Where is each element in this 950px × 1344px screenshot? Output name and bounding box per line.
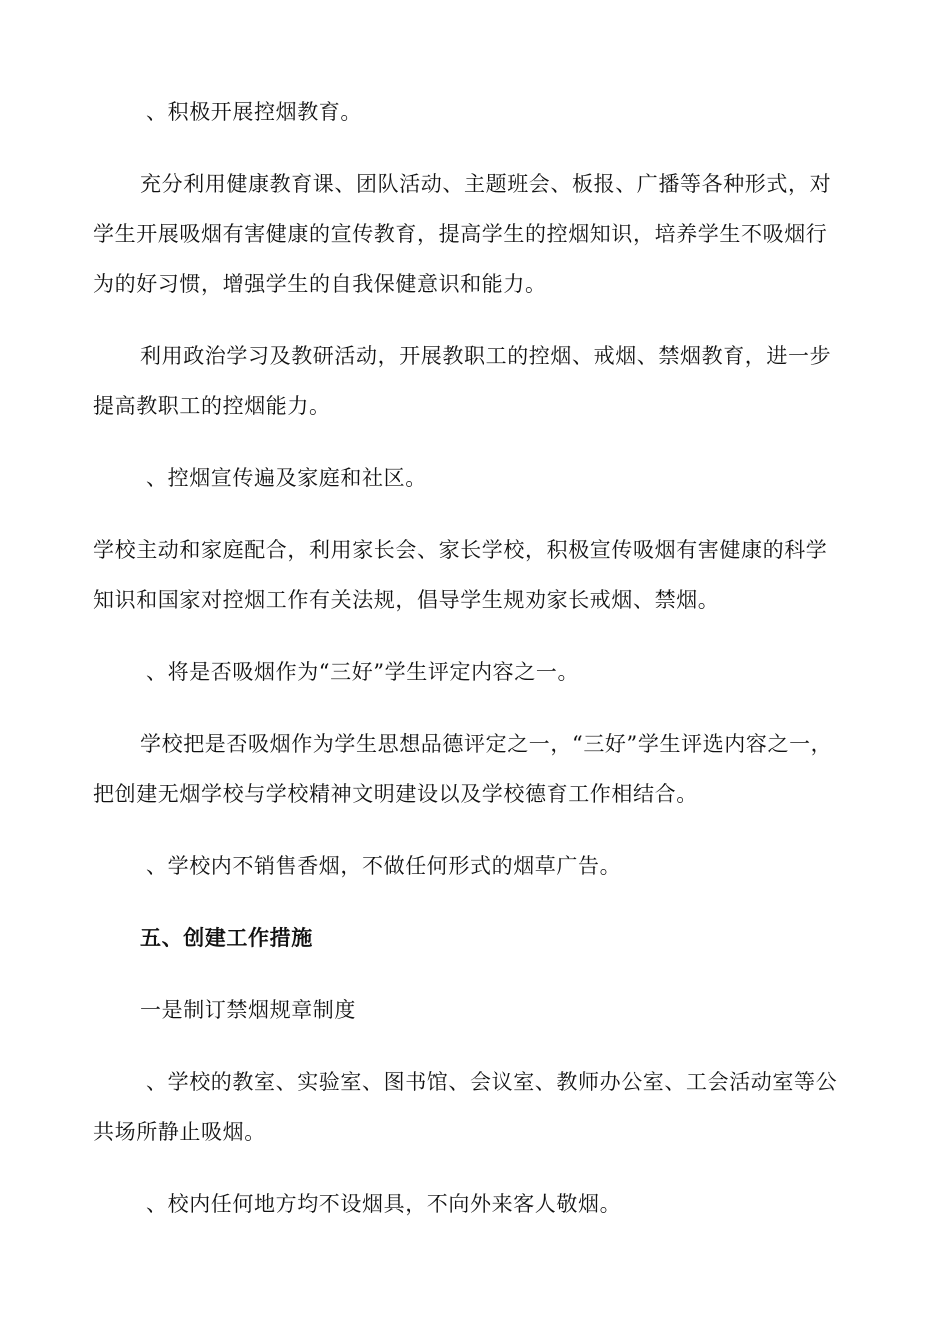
paragraph-health-education-line-1: 充分利用健康教育课、团队活动、主题班会、板报、广播等各种形式，对 <box>140 172 832 196</box>
paragraph-staff-education-line-2: 提高教职工的控烟能力。 <box>93 394 331 418</box>
item-heading-no-sales-no-ads: 、学校内不销售香烟，不做任何形式的烟草广告。 <box>146 854 622 878</box>
paragraph-family-cooperation-line-1: 学校主动和家庭配合，利用家长会、家长学校，积极宣传吸烟有害健康的科学 <box>93 538 828 562</box>
paragraph-moral-evaluation-line-2: 把创建无烟学校与学校精神文明建设以及学校德育工作相结合。 <box>93 782 698 806</box>
paragraph-moral-evaluation-line-1: 学校把是否吸烟作为学生思想品德评定之一，“三好”学生评选内容之一， <box>140 732 833 756</box>
item-heading-family-community: 、控烟宣传遍及家庭和社区。 <box>146 466 427 490</box>
item-no-ashtrays: 、校内任何地方均不设烟具，不向外来客人敬烟。 <box>146 1192 622 1216</box>
item-heading-tobacco-education: 、积极开展控烟教育。 <box>146 100 362 124</box>
paragraph-health-education-line-3: 为的好习惯，增强学生的自我保健意识和能力。 <box>93 272 547 296</box>
section-heading-measures: 五、创建工作措施 <box>140 925 313 950</box>
item-public-places-line-1: 、学校的教室、实验室、图书馆、会议室、教师办公室、工会活动室等公 <box>146 1070 838 1094</box>
subheading-rules: 一是制订禁烟规章制度 <box>140 998 356 1022</box>
paragraph-staff-education-line-1: 利用政治学习及教研活动，开展教职工的控烟、戒烟、禁烟教育，进一步 <box>140 344 832 368</box>
item-public-places-line-2: 共场所静止吸烟。 <box>93 1120 266 1144</box>
paragraph-family-cooperation-line-2: 知识和国家对控烟工作有关法规，倡导学生规劝家长戒烟、禁烟。 <box>93 588 720 612</box>
paragraph-health-education-line-2: 学生开展吸烟有害健康的宣传教育，提高学生的控烟知识，培养学生不吸烟行 <box>93 222 828 246</box>
item-heading-three-good-students: 、将是否吸烟作为“三好”学生评定内容之一。 <box>146 660 580 684</box>
